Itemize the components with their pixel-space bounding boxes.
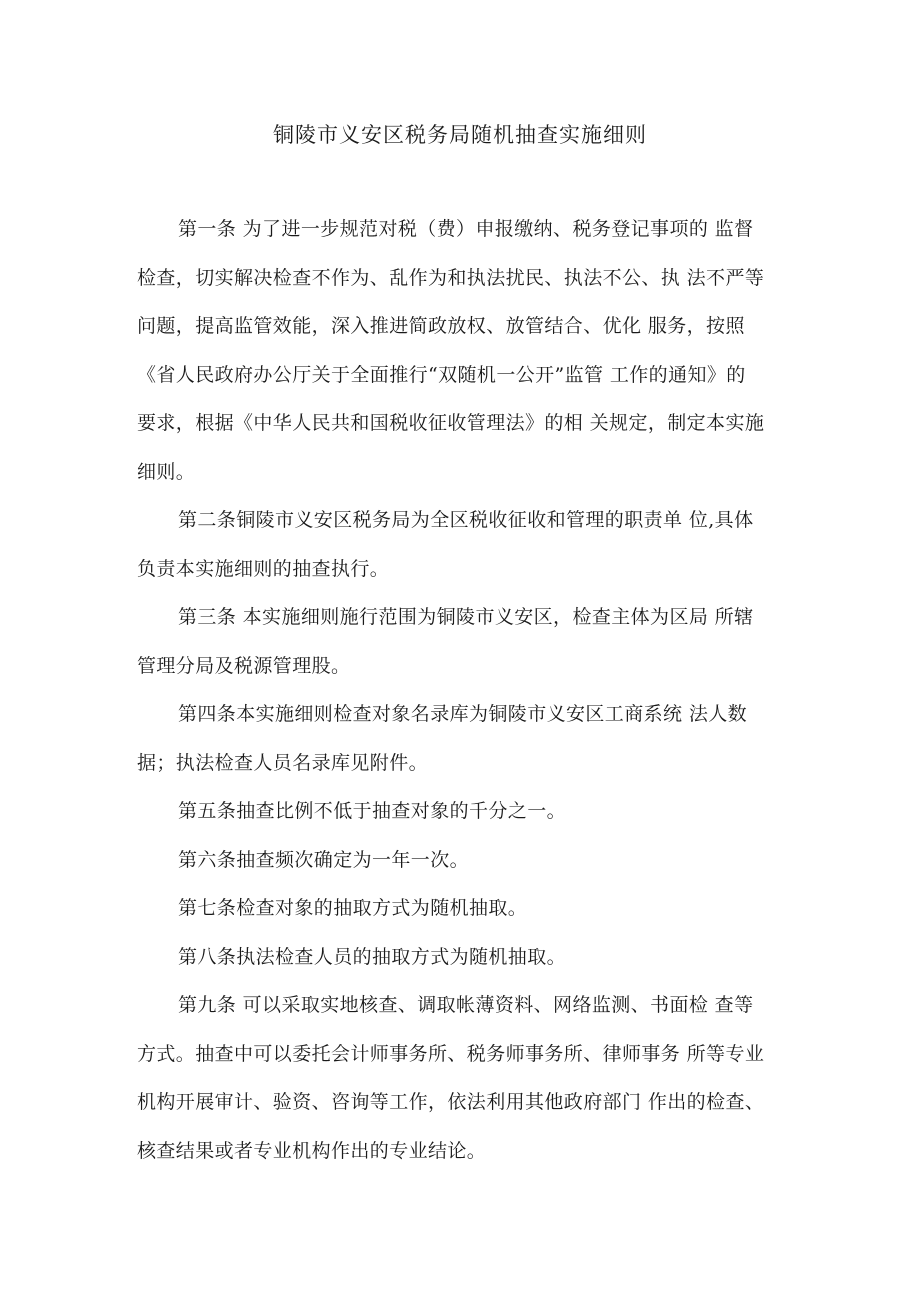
paragraph-line: 第三条 本实施细则施行范围为铜陵市义安区，检查主体为区局 所辖 xyxy=(178,606,754,628)
article-3 xyxy=(137,598,797,695)
paragraph-line: 细则。 xyxy=(137,460,196,483)
paragraph-line: 第七条检查对象的抽取方式为随机抽取。 xyxy=(178,897,528,919)
paragraph-line: 问题，提高监管效能，深入推进简政放权、放管结合、优化 服务，按照 xyxy=(137,315,745,337)
paragraph-line: 第六条抽查频次确定为一年一次。 xyxy=(178,848,470,871)
document-body xyxy=(137,210,797,1180)
paragraph-line: 负责本实施细则的抽查执行。 xyxy=(137,557,390,580)
article-1 xyxy=(137,210,797,501)
article-6 xyxy=(137,841,797,890)
paragraph-line: 检查，切实解决检查不作为、乱作为和执法扰民、执法不公、执 法不严等 xyxy=(137,266,765,289)
article-4 xyxy=(137,695,797,792)
paragraph-line: 要求，根据《中华人民共和国税收征收管理法》的相 关规定，制定本实施 xyxy=(137,412,765,434)
paragraph-line: 《省人民政府办公厅关于全面推行“双随机一公开”监管 工作的通知》的 xyxy=(137,363,746,386)
article-8 xyxy=(137,938,797,987)
paragraph-line: 第二条铜陵市义安区税务局为全区税收征收和管理的职责单 位,具体 xyxy=(178,509,754,531)
paragraph-line: 第九条 可以采取实地核查、调取帐薄资料、网络监测、书面检 查等 xyxy=(178,994,754,1016)
article-5 xyxy=(137,792,797,841)
paragraph-line: 管理分局及税源管理股。 xyxy=(137,654,351,677)
paragraph-line: 第五条抽查比例不低于抽查对象的千分之一。 xyxy=(178,800,567,822)
paragraph-line: 方式。抽查中可以委托会计师事务所、税务师事务所、律师事务 所等专业 xyxy=(137,1042,765,1065)
article-2 xyxy=(137,501,797,598)
paragraph-line: 核查结果或者专业机构作出的专业结论。 xyxy=(137,1139,487,1162)
article-9 xyxy=(137,986,797,1180)
article-7 xyxy=(137,889,797,938)
paragraph-line: 机构开展审计、验资、咨询等工作，依法利用其他政府部门 作出的检查、 xyxy=(137,1091,765,1113)
document-title: 铜陵市义安区税务局随机抽查实施细则 xyxy=(273,123,647,147)
paragraph-line: 第四条本实施细则检查对象名录库为铜陵市义安区工商系统 法人数 xyxy=(178,703,748,725)
paragraph-line: 第一条 为了进一步规范对税（费）申报缴纳、税务登记事项的 监督 xyxy=(178,218,754,240)
paragraph-line: 第八条执法检查人员的抽取方式为随机抽取。 xyxy=(178,945,567,968)
paragraph-line: 据；执法检查人员名录库见附件。 xyxy=(137,751,429,774)
